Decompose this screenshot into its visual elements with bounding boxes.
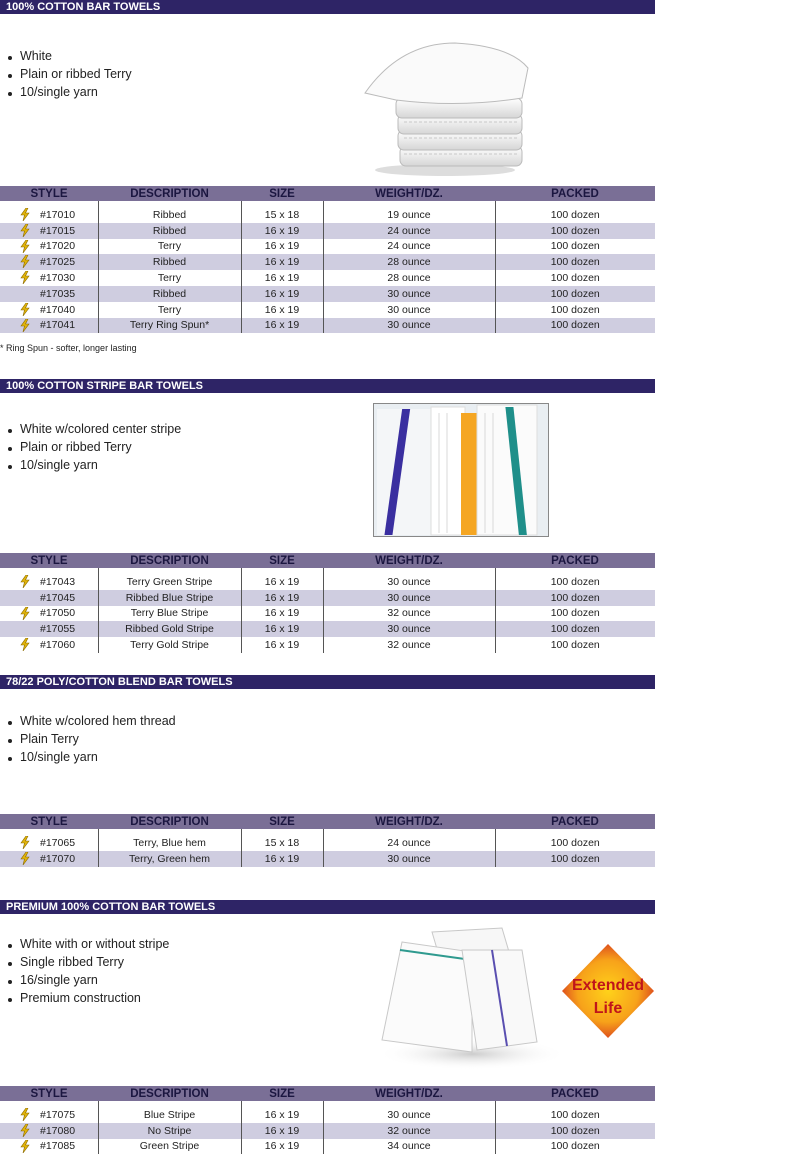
- feature-item: Single ribbed Terry: [8, 953, 169, 971]
- table-row: [0, 835, 655, 851]
- feature-item: 16/single yarn: [8, 971, 169, 989]
- badge-line1: Extended: [571, 977, 645, 994]
- description-cell: Ribbed Blue Stripe: [98, 590, 241, 606]
- style-code: #17010: [40, 208, 76, 221]
- col-weight: WEIGHT/DZ.: [323, 186, 495, 201]
- style-cell: [0, 1123, 98, 1139]
- packed-cell: 100 dozen: [495, 286, 655, 302]
- packed-cell: 100 dozen: [550, 575, 600, 588]
- table-header-row: [0, 553, 655, 568]
- size-cell: 16 x 19: [241, 239, 323, 255]
- product-table: [0, 1086, 655, 1154]
- col-size: SIZE: [241, 186, 323, 201]
- style-cell: [0, 302, 98, 318]
- feature-list: [8, 420, 181, 474]
- style-cell: [0, 637, 98, 653]
- table-row: [0, 286, 655, 302]
- style-code: #17080: [40, 1124, 76, 1137]
- description-cell: Terry, Blue hem: [98, 835, 241, 851]
- table-row: [0, 606, 655, 622]
- weight-cell: 30 ounce: [323, 1107, 495, 1123]
- feature-item: Plain or ribbed Terry: [8, 65, 132, 83]
- size-cell: 15 x 18: [241, 207, 323, 223]
- feature-item: White w/colored hem thread: [8, 712, 176, 730]
- size-cell: 16 x 19: [241, 637, 323, 653]
- col-packed: PACKED: [495, 1086, 655, 1101]
- table-header-row: [0, 814, 655, 829]
- description-cell: Terry: [98, 239, 241, 255]
- style-cell: [0, 621, 98, 637]
- table-row: [0, 637, 655, 653]
- description-cell: No Stripe: [98, 1123, 241, 1139]
- size-cell: 16 x 19: [241, 1139, 323, 1155]
- description-cell: Ribbed: [98, 207, 241, 223]
- packed-cell: 100 dozen: [495, 851, 655, 867]
- style-cell: [0, 318, 98, 334]
- col-description: DESCRIPTION: [98, 553, 241, 568]
- section-title: 100% COTTON BAR TOWELS: [0, 0, 655, 14]
- style-cell: [0, 1139, 98, 1155]
- feature-item: 10/single yarn: [8, 456, 181, 474]
- style-code: #17050: [40, 607, 76, 620]
- packed-cell: 100 dozen: [495, 254, 655, 270]
- style-code: #17020: [40, 240, 76, 253]
- product-table: [0, 186, 655, 333]
- packed-cell: 100 dozen: [495, 1123, 655, 1139]
- section-title: PREMIUM 100% COTTON BAR TOWELS: [0, 900, 655, 914]
- weight-cell: 32 ounce: [323, 1123, 495, 1139]
- section-title: 78/22 POLY/COTTON BLEND BAR TOWELS: [0, 675, 655, 689]
- col-description: DESCRIPTION: [98, 814, 241, 829]
- style-cell: [0, 223, 98, 239]
- packed-cell: 100 dozen: [550, 836, 600, 849]
- table-header-row: [0, 1086, 655, 1101]
- weight-cell: 30 ounce: [323, 621, 495, 637]
- table-row: [0, 1107, 655, 1123]
- style-code: #17041: [40, 319, 76, 332]
- size-cell: 16 x 19: [241, 851, 323, 867]
- packed-cell: 100 dozen: [550, 639, 600, 652]
- packed-cell: 100 dozen: [550, 272, 600, 285]
- feature-item: White with or without stripe: [8, 935, 169, 953]
- lightning-bolt-icon: [20, 1124, 30, 1137]
- feature-item: White w/colored center stripe: [8, 420, 181, 438]
- feature-item: White: [8, 47, 132, 65]
- col-weight: WEIGHT/DZ.: [323, 814, 495, 829]
- feature-list: [8, 935, 169, 1007]
- description-cell: Terry Ring Spun*: [98, 318, 241, 334]
- style-cell: [0, 1107, 98, 1123]
- style-code: #17015: [40, 224, 76, 237]
- striped-towels-photo: [373, 403, 549, 537]
- col-size: SIZE: [241, 553, 323, 568]
- description-cell: Terry: [98, 302, 241, 318]
- style-cell: [0, 574, 98, 590]
- table-row: [0, 318, 655, 334]
- style-code: #17085: [40, 1140, 76, 1153]
- weight-cell: 24 ounce: [323, 835, 495, 851]
- size-cell: 16 x 19: [241, 254, 323, 270]
- size-cell: 16 x 19: [241, 223, 323, 239]
- feature-item: Plain Terry: [8, 730, 176, 748]
- weight-cell: 34 ounce: [323, 1139, 495, 1155]
- lightning-bolt-icon: [20, 303, 30, 316]
- size-cell: 16 x 19: [241, 270, 323, 286]
- col-weight: WEIGHT/DZ.: [323, 553, 495, 568]
- lightning-bolt-icon: [20, 836, 30, 849]
- lightning-bolt-icon: [20, 224, 30, 237]
- lightning-bolt-icon: [20, 607, 30, 620]
- col-size: SIZE: [241, 1086, 323, 1101]
- table-row: [0, 207, 655, 223]
- lightning-bolt-icon: [20, 638, 30, 651]
- weight-cell: 19 ounce: [323, 207, 495, 223]
- feature-item: 10/single yarn: [8, 83, 132, 101]
- col-style: STYLE: [0, 1086, 98, 1101]
- weight-cell: 30 ounce: [323, 590, 495, 606]
- style-code: #17030: [40, 272, 76, 285]
- style-code: #17040: [40, 303, 76, 316]
- style-cell: [0, 590, 98, 606]
- stacked-towels-photo: [360, 38, 530, 178]
- col-packed: PACKED: [495, 186, 655, 201]
- weight-cell: 24 ounce: [323, 239, 495, 255]
- packed-cell: 100 dozen: [550, 1108, 600, 1121]
- table-header-row: [0, 186, 655, 201]
- feature-item: 10/single yarn: [8, 748, 176, 766]
- style-cell: [0, 239, 98, 255]
- product-table: [0, 553, 655, 653]
- lightning-bolt-icon: [20, 1108, 30, 1121]
- style-cell: [0, 851, 98, 867]
- style-code: #17065: [40, 836, 76, 849]
- style-cell: [0, 606, 98, 622]
- weight-cell: 24 ounce: [323, 223, 495, 239]
- feature-list: [8, 712, 176, 766]
- feature-list: [8, 47, 132, 101]
- packed-cell: 100 dozen: [550, 303, 600, 316]
- weight-cell: 30 ounce: [323, 318, 495, 334]
- description-cell: Ribbed: [98, 286, 241, 302]
- col-packed: PACKED: [495, 814, 655, 829]
- weight-cell: 30 ounce: [323, 574, 495, 590]
- table-row: [0, 1123, 655, 1139]
- table-row: [0, 239, 655, 255]
- table-row: [0, 590, 655, 606]
- size-cell: 16 x 19: [241, 1107, 323, 1123]
- packed-cell: 100 dozen: [495, 621, 655, 637]
- table-row: [0, 254, 655, 270]
- style-cell: [0, 254, 98, 270]
- description-cell: Terry, Green hem: [98, 851, 241, 867]
- size-cell: 16 x 19: [241, 286, 323, 302]
- lightning-bolt-icon: [20, 1140, 30, 1153]
- style-code: #17060: [40, 639, 76, 652]
- section-title: 100% COTTON STRIPE BAR TOWELS: [0, 379, 655, 393]
- packed-cell: 100 dozen: [550, 208, 600, 221]
- col-weight: WEIGHT/DZ.: [323, 1086, 495, 1101]
- col-style: STYLE: [0, 814, 98, 829]
- col-size: SIZE: [241, 814, 323, 829]
- lightning-bolt-icon: [20, 271, 30, 284]
- col-style: STYLE: [0, 186, 98, 201]
- style-code: #17035: [40, 287, 76, 300]
- style-code: #17025: [40, 256, 76, 269]
- size-cell: 16 x 19: [241, 621, 323, 637]
- description-cell: Green Stripe: [98, 1139, 241, 1155]
- style-code: #17075: [40, 1108, 76, 1121]
- weight-cell: 30 ounce: [323, 286, 495, 302]
- table-row: [0, 302, 655, 318]
- packed-cell: 100 dozen: [495, 590, 655, 606]
- style-code: #17070: [40, 852, 76, 865]
- packed-cell: 100 dozen: [550, 240, 600, 253]
- badge-line2: Life: [593, 1000, 623, 1017]
- size-cell: 16 x 19: [241, 1123, 323, 1139]
- table-row: [0, 223, 655, 239]
- lightning-bolt-icon: [20, 240, 30, 253]
- description-cell: Ribbed Gold Stripe: [98, 621, 241, 637]
- product-table: [0, 814, 655, 867]
- style-code: #17045: [40, 591, 76, 604]
- size-cell: 16 x 19: [241, 574, 323, 590]
- lightning-bolt-icon: [20, 208, 30, 221]
- packed-cell: 100 dozen: [495, 223, 655, 239]
- col-description: DESCRIPTION: [98, 1086, 241, 1101]
- weight-cell: 30 ounce: [323, 851, 495, 867]
- size-cell: 16 x 19: [241, 318, 323, 334]
- lightning-bolt-icon: [20, 319, 30, 332]
- table-row: [0, 621, 655, 637]
- size-cell: 16 x 19: [241, 590, 323, 606]
- table-row: [0, 1139, 655, 1155]
- description-cell: Terry Blue Stripe: [98, 606, 241, 622]
- lightning-bolt-icon: [20, 575, 30, 588]
- description-cell: Terry: [98, 270, 241, 286]
- description-cell: Ribbed: [98, 223, 241, 239]
- packed-cell: 100 dozen: [550, 1140, 600, 1153]
- size-cell: 16 x 19: [241, 302, 323, 318]
- size-cell: 16 x 19: [241, 606, 323, 622]
- style-cell: [0, 207, 98, 223]
- packed-cell: 100 dozen: [495, 318, 655, 334]
- weight-cell: 28 ounce: [323, 254, 495, 270]
- size-cell: 15 x 18: [241, 835, 323, 851]
- table-row: [0, 851, 655, 867]
- table-row: [0, 574, 655, 590]
- col-packed: PACKED: [495, 553, 655, 568]
- style-cell: [0, 270, 98, 286]
- table-row: [0, 270, 655, 286]
- col-description: DESCRIPTION: [98, 186, 241, 201]
- col-style: STYLE: [0, 553, 98, 568]
- description-cell: Ribbed: [98, 254, 241, 270]
- packed-cell: 100 dozen: [550, 607, 600, 620]
- description-cell: Terry Green Stripe: [98, 574, 241, 590]
- footnote: * Ring Spun - softer, longer lasting: [0, 343, 137, 353]
- style-cell: [0, 286, 98, 302]
- style-code: #17055: [40, 623, 76, 636]
- weight-cell: 28 ounce: [323, 270, 495, 286]
- premium-towels-photo: [362, 922, 562, 1070]
- style-cell: [0, 835, 98, 851]
- feature-item: Premium construction: [8, 989, 169, 1007]
- description-cell: Blue Stripe: [98, 1107, 241, 1123]
- style-code: #17043: [40, 575, 76, 588]
- extended-life-badge: [560, 942, 656, 1040]
- description-cell: Terry Gold Stripe: [98, 637, 241, 653]
- feature-item: Plain or ribbed Terry: [8, 438, 181, 456]
- weight-cell: 32 ounce: [323, 637, 495, 653]
- weight-cell: 30 ounce: [323, 302, 495, 318]
- lightning-bolt-icon: [20, 255, 30, 268]
- lightning-bolt-icon: [20, 852, 30, 865]
- weight-cell: 32 ounce: [323, 606, 495, 622]
